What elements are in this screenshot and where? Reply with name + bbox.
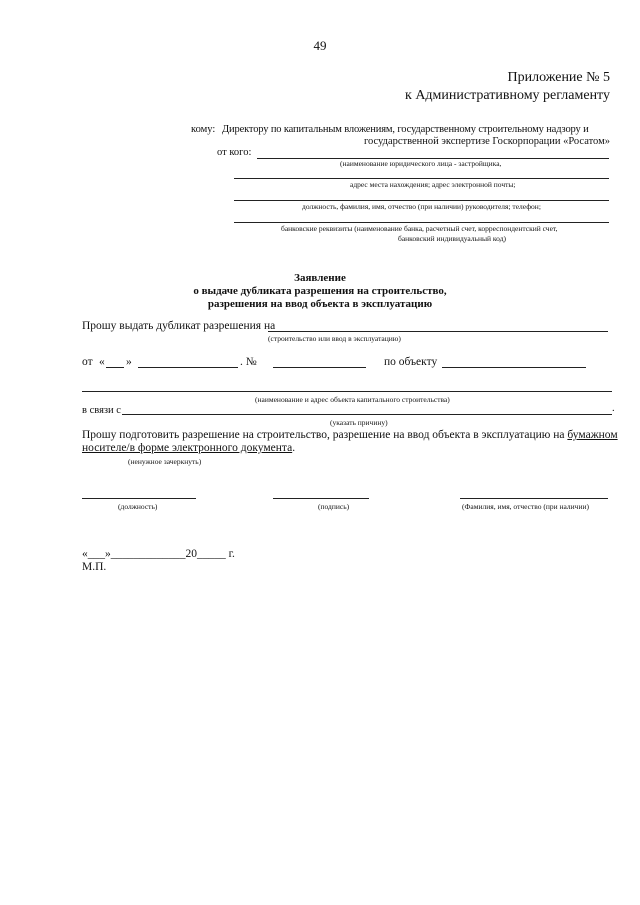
date-from-label: от: [82, 356, 93, 368]
prepare-text-line-2: [82, 442, 295, 454]
recipient-line-2: государственной экспертизе Госкорпорации «Росатом»: [363, 136, 610, 147]
appendix-number: Приложение № 5: [507, 70, 610, 85]
recipient-label: кому:: [191, 124, 216, 135]
position-field[interactable]: [82, 498, 196, 499]
object-label: по объекту: [384, 356, 438, 368]
prepare-caption: (ненужное зачеркнуть): [128, 457, 202, 466]
prepare-paper-option: бумажном: [567, 429, 618, 441]
reason-end: .: [612, 403, 615, 414]
full-name-caption: (Фамилия, имя, отчество (при наличии): [462, 502, 589, 511]
reason-field[interactable]: [122, 414, 612, 415]
signing-date-field[interactable]: «___»_____________20_____ г.: [82, 548, 235, 560]
object-address-field[interactable]: [82, 391, 612, 392]
date-day-field[interactable]: [106, 367, 124, 368]
prepare-end: .: [292, 442, 296, 454]
position-caption: (должность): [118, 502, 158, 511]
stamp-label: М.П.: [82, 561, 107, 573]
statement-subtitle-1: о выдаче дубликата разрешения на строительство,: [193, 285, 447, 297]
sender-caption-1: (наименование юридического лица - застройщика,: [340, 159, 502, 168]
date-close-quote: »: [126, 356, 132, 368]
sender-caption-2: адрес места нахождения; адрес электронной почты;: [350, 180, 516, 189]
reason-caption: (указать причину): [330, 418, 388, 427]
permit-type-caption: (строительство или ввод в эксплуатацию): [268, 334, 401, 343]
prepare-text-line-1: [82, 429, 618, 441]
number-label: . №: [240, 356, 257, 368]
statement-title: Заявление: [294, 272, 346, 284]
sender-address-field[interactable]: [234, 178, 609, 179]
signature-field[interactable]: [273, 498, 369, 499]
request-text: Прошу выдать дубликат разрешения на: [82, 320, 276, 332]
full-name-field[interactable]: [460, 498, 608, 499]
reason-label: в связи с: [82, 405, 121, 416]
recipient-line-1: Директору по капитальным вложениям, государственному строительному надзору и: [222, 124, 589, 135]
object-address-caption: (наименование и адрес объекта капитального строительства): [255, 395, 450, 404]
object-field[interactable]: [442, 367, 586, 368]
permit-number-field[interactable]: [273, 367, 366, 368]
prepare-electronic-option: носителе/в форме электронного документа: [82, 442, 293, 454]
sender-caption-4b: банковский индивидуальный код): [398, 234, 507, 243]
sender-bank-field[interactable]: [234, 222, 609, 223]
sender-caption-3: должность, фамилия, имя, отчество (при наличии) руководителя; телефон;: [302, 202, 541, 211]
sender-caption-4a: банковские реквизиты (наименование банка, расчетный счет, корреспондентский счет,: [281, 224, 558, 233]
statement-subtitle-2: разрешения на ввод объекта в эксплуатацию: [207, 298, 433, 310]
signature-caption: (подпись): [318, 502, 350, 511]
prepare-text-plain: Прошу подготовить разрешение на строительство, разрешение на ввод объекта в эксплуатацию на: [82, 429, 565, 441]
sender-head-field[interactable]: [234, 200, 609, 201]
date-open-quote: «: [99, 356, 105, 368]
page-number: 49: [313, 38, 327, 53]
date-month-year-field[interactable]: [138, 367, 238, 368]
permit-type-field[interactable]: [268, 331, 608, 332]
appendix-regulation: к Административному регламенту: [405, 88, 610, 103]
sender-label: от кого:: [217, 147, 252, 158]
